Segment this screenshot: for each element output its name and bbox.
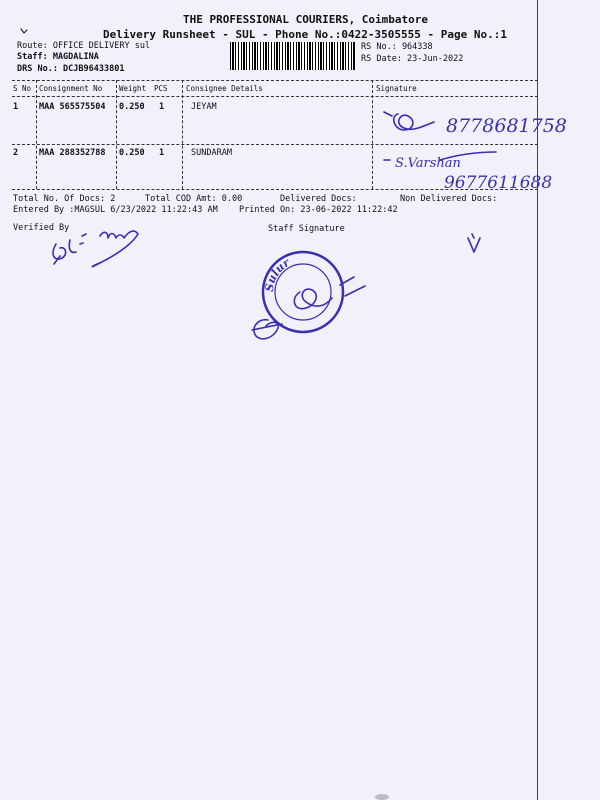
col-header-pcs: PCS <box>154 84 168 93</box>
row2-consignment: MAA 288352788 <box>39 148 106 158</box>
verified-by-label: Verified By <box>13 223 70 233</box>
col-header-consignee: Consignee Details <box>186 84 263 93</box>
row2-consignee: SUNDARAM <box>191 148 232 158</box>
row1-signature <box>384 112 567 137</box>
verified-by-signature <box>53 231 138 267</box>
corner-mark <box>21 29 27 33</box>
non-delivered-docs: Non Delivered Docs: <box>400 194 498 204</box>
staff-signature-label: Staff Signature <box>268 224 345 234</box>
col-header-signature: Signature <box>376 84 417 93</box>
row2-phone: 9677611688 <box>444 173 553 193</box>
stamp-text: Sulur <box>262 256 292 293</box>
delivered-docs: Delivered Docs: <box>280 194 357 204</box>
staff-label: Staff: MAGDALINA <box>17 52 99 62</box>
row1-sno: 1 <box>13 102 19 112</box>
drs-number: DRS No.: DCJB96433801 <box>17 64 125 74</box>
row1-consignee: JEYAM <box>191 102 217 112</box>
route-label: Route: OFFICE DELIVERY sul <box>17 41 151 51</box>
row1-pcs: 1 <box>159 102 165 112</box>
row2-pcs: 1 <box>159 148 165 158</box>
staff-signature-mark <box>468 234 480 252</box>
total-docs: Total No. Of Docs: 2 <box>13 194 116 204</box>
row1-phone: 8778681758 <box>446 115 567 137</box>
col-header-weight: Weight <box>119 84 147 93</box>
row1-consignment: MAA 565575504 <box>39 102 106 112</box>
company-title: THE PROFESSIONAL COURIERS, Coimbatore <box>183 13 429 26</box>
rs-number: RS No.: 964338 <box>361 42 433 52</box>
row2-name: S.Varshan <box>395 156 461 171</box>
office-stamp <box>252 252 365 339</box>
row1-weight: 0.250 <box>119 102 145 112</box>
entered-by: Entered By :MAGSUL 6/23/2022 11:22:43 AM <box>13 205 218 215</box>
row2-sno: 2 <box>13 148 19 158</box>
row2-weight: 0.250 <box>119 148 145 158</box>
total-cod-amount: Total COD Amt: 0.00 <box>145 194 243 204</box>
runsheet-subtitle: Delivery Runsheet - SUL - Phone No.:0422-3505555 - Page No.:1 <box>103 28 507 41</box>
rs-date: RS Date: 23-Jun-2022 <box>361 54 464 64</box>
svg-text:Sulur <box>263 255 293 292</box>
printed-on: Printed On: 23-06-2022 11:22:42 <box>239 205 398 215</box>
row2-signature <box>384 152 552 193</box>
scan-smudge <box>375 794 389 800</box>
col-header-consignment: Consignment No <box>39 84 103 93</box>
col-header-sno: S No <box>13 84 32 93</box>
